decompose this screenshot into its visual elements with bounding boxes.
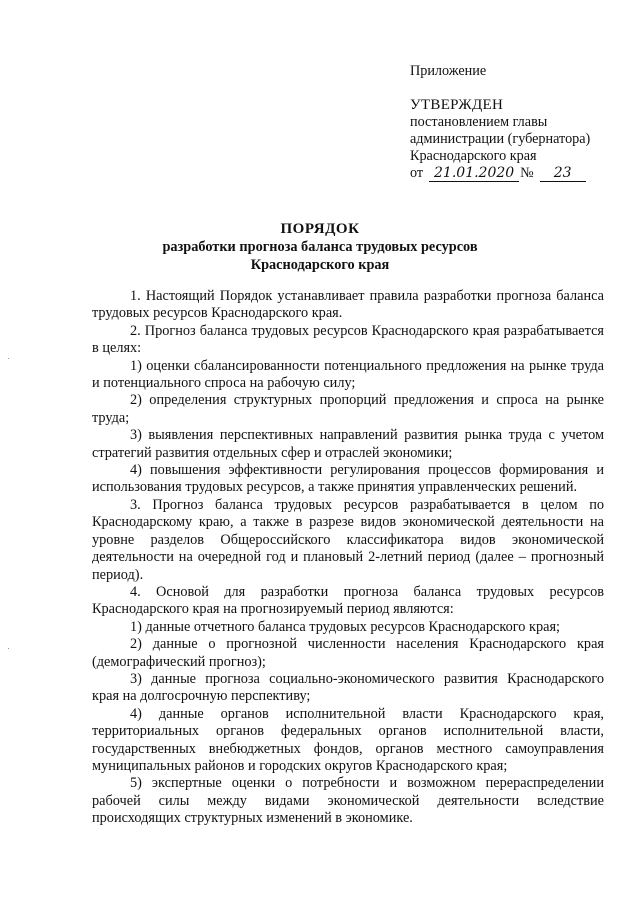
- document-body: [92, 288, 604, 828]
- handwritten-number: 23: [540, 166, 586, 182]
- title-heading: ПОРЯДОК: [280, 221, 360, 237]
- date-prefix: от: [410, 165, 424, 181]
- handwritten-date: 21.01.2020: [429, 166, 519, 182]
- approval-line-3: Краснодарского края: [410, 148, 537, 164]
- approval-line-1: постановлением главы: [410, 114, 548, 130]
- approved-label: УТВЕРЖДЕН: [410, 97, 504, 113]
- title-subtitle-line-2: Краснодарского края: [250, 257, 390, 273]
- number-label: №: [520, 165, 534, 181]
- paragraph: 2. Прогноз баланса трудовых ресурсов Краснодарского края разрабатывается в целях:: [92, 322, 604, 357]
- paragraph: 4) повышения эффективности регулирования процессов формирования и использования трудовых ресурсов, а также принятия управленческих решений.: [92, 462, 604, 496]
- paragraph: 1) оценки сбалансированности потенциального предложения на рынке труда и потенциального спроса на рабочую силу;: [92, 357, 604, 392]
- paragraph: 5) экспертные оценки о потребности и возможном перераспределении рабочей силы между видами экономической деятельности вследствие происходящих структурных изменений в экономике.: [92, 775, 604, 827]
- appendix-label: Приложение: [410, 63, 487, 79]
- paragraph: 1. Настоящий Порядок устанавливает правила разработки прогноза баланса трудовых ресурсов Краснодарского края.: [92, 288, 604, 322]
- paragraph: 2) данные о прогнозной численности населения Краснодарского края (демографический прогноз);: [92, 636, 604, 670]
- approval-line-2: администрации (губернатора): [410, 131, 591, 147]
- scan-speck: [8, 358, 9, 359]
- paragraph: 2) определения структурных пропорций предложения и спроса на рынке труда;: [92, 392, 604, 426]
- paragraph: 3. Прогноз баланса трудовых ресурсов разрабатывается в целом по Краснодарскому краю, а также в разрезе видов экономической деятельности на уровне разделов Общероссийского классификатора видов экономической деятельности на очередной год и плановый 2-летний период (далее – прогнозный период).: [92, 496, 604, 583]
- paragraph: 4. Основой для разработки прогноза баланса трудовых ресурсов Краснодарского края на прогнозируемый период являются:: [92, 583, 604, 618]
- document-title: [120, 220, 520, 274]
- paragraph: 1) данные отчетного баланса трудовых ресурсов Краснодарского края;: [130, 618, 560, 635]
- approval-date-line: [410, 165, 630, 182]
- title-subtitle-line-1: разработки прогноза баланса трудовых ресурсов: [162, 239, 478, 255]
- paragraph: 4) данные органов исполнительной власти Краснодарского края, территориальных органов федеральных органов исполнительной власти, государственных внебюджетных фондов, органов местного самоуправления муниципальных районов и городских округов Краснодарского края;: [92, 705, 604, 774]
- paragraph: 3) выявления перспективных направлений развития рынка труда с учетом стратегий развития отдельных сфер и отраслей экономики;: [92, 427, 604, 461]
- approval-block: [410, 63, 630, 182]
- paragraph: 3) данные прогноза социально-экономического развития Краснодарского края на долгосрочную перспективу;: [92, 670, 604, 705]
- scan-speck: [8, 648, 9, 649]
